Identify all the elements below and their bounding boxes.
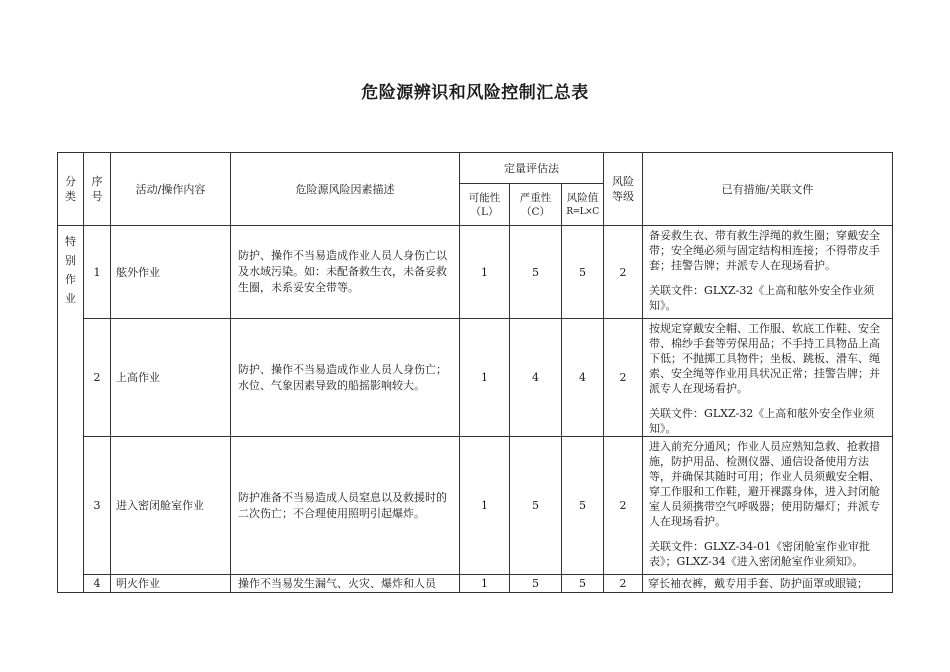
table-row bbox=[58, 226, 893, 319]
row-measures bbox=[643, 226, 893, 319]
risk-value-label: 风险值 bbox=[566, 191, 599, 204]
header-row-top bbox=[58, 153, 893, 184]
category-cell: 特 别 作 业 bbox=[58, 226, 84, 593]
row-hazard: 操作不当易发生漏气、火灾、爆炸和人员 bbox=[231, 575, 460, 593]
measures-text: 按规定穿戴安全帽、工作服、软底工作鞋、安全带、棉纱手套等劳保用品；不手持工具物品上高下低；不抛掷工具物件；坐板、跳板、滑车、绳索、安全绳等作业用具状况正常；挂警告牌；并派专人在现场看护。 bbox=[649, 322, 881, 395]
header-category: 分 类 bbox=[58, 153, 84, 226]
row-risk-value: 4 bbox=[562, 319, 604, 437]
row-activity: 舷外作业 bbox=[111, 226, 231, 319]
row-risk-value: 5 bbox=[562, 575, 604, 593]
header-seq: 序 号 bbox=[84, 153, 111, 226]
row-measures bbox=[643, 319, 893, 437]
measures-text: 进入前充分通风；作业人员应熟知急救、抢救措施，防护用品、检测仪器、通信设备使用方法等，并确保其随时可用；作业人员须戴安全帽、穿工作服和工作鞋，避开裸露身体，进入封闭舱室人员须携带空气呼吸器；使用防爆灯；并派专人在现场看护。 bbox=[649, 440, 881, 528]
header-measures: 已有措施/关联文件 bbox=[643, 153, 893, 226]
table-row bbox=[58, 437, 893, 575]
related-docs: 关联文件：GLXZ-32《上高和舷外安全作业须知》。 bbox=[649, 407, 875, 435]
row-likelihood: 1 bbox=[460, 575, 510, 593]
table-row bbox=[58, 575, 893, 593]
header-risk-value bbox=[562, 184, 604, 226]
row-severity: 5 bbox=[510, 226, 562, 319]
row-hazard: 防护、操作不当易造成作业人员人身伤亡以及水域污染。如：未配备救生衣，未备妥救生圈，未系妥安全带等。 bbox=[231, 226, 460, 319]
header-severity: 严重性 （C） bbox=[510, 184, 562, 226]
row-activity: 进入密闭舱室作业 bbox=[111, 437, 231, 575]
row-activity: 明火作业 bbox=[111, 575, 231, 593]
row-risk-level: 2 bbox=[604, 226, 643, 319]
row-seq: 3 bbox=[84, 437, 111, 575]
row-likelihood: 1 bbox=[460, 319, 510, 437]
row-risk-value: 5 bbox=[562, 226, 604, 319]
row-measures: 穿长袖衣裤，戴专用手套、防护面罩或眼镜； bbox=[643, 575, 893, 593]
row-severity: 5 bbox=[510, 575, 562, 593]
related-docs: 关联文件：GLXZ-34-01《密闭舱室作业审批表》；GLXZ-34《进入密闭舱室作业须知》。 bbox=[649, 540, 871, 568]
row-hazard: 防护、操作不当易造成作业人员人身伤亡；水位、气象因素导致的船摇影响较大。 bbox=[231, 319, 460, 437]
page-title: 危险源辨识和风险控制汇总表 bbox=[361, 83, 589, 103]
row-risk-level: 2 bbox=[604, 437, 643, 575]
row-likelihood: 1 bbox=[460, 226, 510, 319]
header-hazard: 危险源风险因素描述 bbox=[231, 153, 460, 226]
row-risk-value: 5 bbox=[562, 437, 604, 575]
row-likelihood: 1 bbox=[460, 437, 510, 575]
hazard-table bbox=[57, 152, 893, 593]
row-seq: 4 bbox=[84, 575, 111, 593]
row-hazard: 防护准备不当易造成人员窒息以及救援时的二次伤亡；不合理使用照明引起爆炸。 bbox=[231, 437, 460, 575]
header-risk-level: 风险 等级 bbox=[604, 153, 643, 226]
row-risk-level: 2 bbox=[604, 319, 643, 437]
row-measures bbox=[643, 437, 893, 575]
row-severity: 5 bbox=[510, 437, 562, 575]
header-likelihood: 可能性 （L） bbox=[460, 184, 510, 226]
risk-value-formula: R=L×C bbox=[566, 206, 599, 217]
table-row bbox=[58, 319, 893, 437]
row-activity: 上高作业 bbox=[111, 319, 231, 437]
row-seq: 2 bbox=[84, 319, 111, 437]
measures-text: 备妥救生衣、带有救生浮绳的救生圈；穿戴安全带；安全绳必须与固定结构相连接；不得带皮手套；挂警告牌；并派专人在现场看护。 bbox=[649, 229, 881, 272]
header-evaluation: 定量评估法 bbox=[460, 153, 604, 184]
row-severity: 4 bbox=[510, 319, 562, 437]
header-activity: 活动/操作内容 bbox=[111, 153, 231, 226]
row-seq: 1 bbox=[84, 226, 111, 319]
row-risk-level: 2 bbox=[604, 575, 643, 593]
related-docs: 关联文件：GLXZ-32《上高和舷外安全作业须知》。 bbox=[649, 284, 875, 312]
